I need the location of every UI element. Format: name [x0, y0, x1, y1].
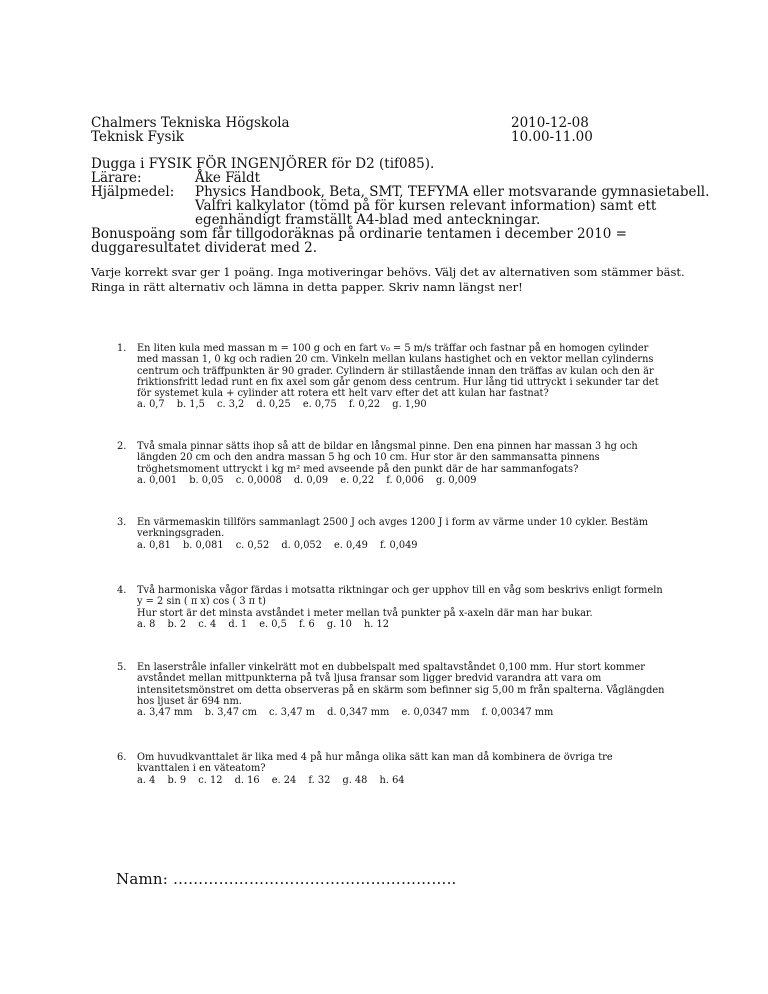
answer-option[interactable]: e. 0,75	[302, 399, 337, 411]
question-text-line: avståndet mellan mittpunkterna på två ljusa fransar som ligger bredvid varandra att vara om	[137, 673, 602, 685]
answer-option[interactable]: b. 0,081	[183, 539, 224, 551]
exam-title: Dugga i FYSIK FÖR INGENJÖRER för D2 (tif085).	[91, 156, 435, 172]
answer-option[interactable]: d. 16	[234, 774, 260, 786]
answer-option[interactable]: c. 0,0008	[235, 474, 282, 486]
answer-option[interactable]: g. 10	[326, 618, 352, 630]
question-body	[137, 752, 677, 786]
answer-options	[137, 775, 677, 786]
aids-line: Valfri kalkylator (tömd på för kursen relevant information) samt ett	[195, 198, 657, 214]
question-4	[117, 585, 677, 630]
answer-option[interactable]: h. 64	[379, 774, 405, 786]
question-text-line: Om huvudkvanttalet är lika med 4 på hur många olika sätt kan man då kombinera de övriga tre	[137, 752, 613, 763]
question-text-line: för systemet kula + cylinder att rotera ett helt varv efter det att kulan har fastnat?	[137, 388, 549, 400]
answer-options	[137, 619, 677, 630]
question-text-line: Hur stort är det minsta avståndet i meter mellan två punkter på x-axeln där man har bukar.	[137, 607, 593, 619]
question-number: 6.	[117, 752, 127, 763]
question-2	[117, 441, 677, 486]
question-1	[117, 343, 677, 411]
question-text-line: intensitetsmönstret om detta observeras på en skärm som befinner sig 5,00 m från spalterna. Våglängden	[137, 684, 665, 696]
teacher-name: Åke Fäldt	[195, 170, 261, 186]
question-text-line: längden 20 cm och den andra massan 5 hg och 10 cm. Hur stor är den sammansatta pinnens	[137, 452, 600, 464]
teacher-row	[91, 171, 711, 185]
answer-options	[137, 707, 677, 718]
instructions-line: Varje korrekt svar ger 1 poäng. Inga motiveringar behövs. Välj det av alternativen som stämmer bäst.	[91, 265, 685, 279]
teacher-label: Lärare:	[91, 170, 142, 186]
answer-option[interactable]: d. 0,09	[293, 474, 329, 486]
answer-option[interactable]: f. 0,00347 mm	[481, 707, 554, 719]
question-number: 5.	[117, 662, 127, 673]
answer-option[interactable]: c. 12	[198, 774, 223, 786]
answer-option[interactable]: a. 0,7	[137, 399, 165, 411]
answer-option[interactable]: g. 48	[342, 774, 368, 786]
answer-option[interactable]: c. 0,52	[235, 539, 270, 551]
question-text-line: med massan 1, 0 kg och radien 20 cm. Vinkeln mellan kulans hastighet och en vektor mellan cylinderns	[137, 354, 654, 366]
answer-option[interactable]: d. 0,25	[256, 399, 291, 411]
answer-option[interactable]: b. 1,5	[176, 399, 205, 411]
aids-line: Physics Handbook, Beta, SMT, TEFYMA eller motsvarande gymnasietabell.	[195, 184, 710, 200]
question-text-line: tröghetsmoment uttryckt i kg m² med avseende på den punkt där de har sammanfogats?	[137, 463, 579, 475]
bonus-line: Bonuspoäng som får tillgodoräknas på ordinarie tentamen i december 2010 =	[91, 226, 627, 242]
answer-option[interactable]: b. 3,47 cm	[204, 707, 257, 719]
header-left	[91, 116, 290, 144]
answer-option[interactable]: c. 4	[198, 618, 217, 630]
formula-line: y = 2 sin ( π x) cos ( 3 π t)	[137, 596, 266, 608]
exam-date: 2010-12-08	[511, 115, 589, 131]
program-name: Teknisk Fysik	[91, 129, 184, 145]
answer-options	[137, 540, 677, 551]
question-text-line: hos ljuset är 694 nm.	[137, 695, 242, 707]
question-body	[137, 585, 677, 630]
answer-options	[137, 399, 677, 410]
answer-option[interactable]: b. 9	[167, 774, 187, 786]
question-text-line: Två smala pinnar sätts ihop så att de bildar en långsmal pinne. Den ena pinnen har massan 3 hg och	[137, 441, 638, 452]
name-field[interactable]: Namn: ………………………………………………..	[116, 870, 457, 888]
answer-option[interactable]: e. 24	[271, 774, 297, 786]
answer-option[interactable]: f. 0,049	[379, 539, 418, 551]
answer-option[interactable]: e. 0,0347 mm	[401, 707, 470, 719]
question-body	[137, 517, 677, 551]
answer-option[interactable]: c. 3,47 m	[269, 707, 315, 719]
answer-option[interactable]: b. 2	[167, 618, 187, 630]
question-5	[117, 662, 677, 718]
answer-option[interactable]: g. 1,90	[392, 399, 427, 411]
answer-option[interactable]: a. 0,81	[137, 539, 171, 551]
question-body	[137, 441, 677, 486]
answer-option[interactable]: a. 8	[137, 618, 156, 630]
answer-option[interactable]: c. 3,2	[217, 399, 245, 411]
question-body	[137, 662, 677, 718]
bonus-line: duggaresultatet dividerat med 2.	[91, 240, 318, 256]
answer-option[interactable]: e. 0,49	[334, 539, 368, 551]
answer-options	[137, 475, 677, 486]
exam-intro	[91, 157, 711, 255]
aids-label: Hjälpmedel:	[91, 184, 175, 200]
answer-option[interactable]: f. 0,006	[386, 474, 424, 486]
question-body	[137, 343, 677, 411]
question-number: 1.	[117, 343, 127, 354]
answer-option[interactable]: d. 0,052	[281, 539, 322, 551]
question-number: 3.	[117, 517, 127, 528]
answer-option[interactable]: e. 0,5	[259, 618, 287, 630]
question-text-line: kvanttalen i en väteatom?	[137, 763, 266, 775]
aids-row	[91, 185, 711, 227]
question-text-line: En värmemaskin tillförs sammanlagt 2500 J och avges 1200 J i form av värme under 10 cykler. Bestäm	[137, 517, 649, 528]
question-text-line: friktionsfritt ledad runt en fix axel som går genom dess centrum. Hur lång tid uttryckt i sekunder tar det	[137, 376, 659, 388]
question-6	[117, 752, 677, 786]
aids-line: egenhändigt framställt A4-blad med anteckningar.	[195, 212, 541, 228]
header-right	[511, 116, 593, 144]
aids-text	[195, 185, 711, 227]
school-name: Chalmers Tekniska Högskola	[91, 115, 290, 131]
answer-option[interactable]: e. 0,22	[340, 474, 375, 486]
question-text-line: verkningsgraden.	[137, 528, 225, 540]
question-number: 2.	[117, 441, 127, 452]
answer-option[interactable]: h. 12	[363, 618, 389, 630]
answer-option[interactable]: d. 0,347 mm	[327, 707, 390, 719]
question-text-line: En liten kula med massan m = 100 g och en fart v₀ = 5 m/s träffar och fastnar på en homogen cylinder	[137, 343, 649, 354]
instructions	[91, 265, 731, 295]
answer-option[interactable]: a. 3,47 mm	[137, 707, 193, 719]
question-text-line: centrum och träffpunkten är 90 grader. Cylindern är stillastående innan den träffas av kulan och den är	[137, 365, 654, 377]
answer-option[interactable]: a. 4	[137, 774, 156, 786]
question-3	[117, 517, 677, 551]
exam-time: 10.00-11.00	[511, 129, 593, 145]
question-number: 4.	[117, 585, 127, 596]
answer-option[interactable]: f. 6	[298, 618, 315, 630]
answer-option[interactable]: f. 32	[308, 774, 331, 786]
question-text-line: En laserstråle infaller vinkelrätt mot en dubbelspalt med spaltavståndet 0,100 mm. Hur stort kommer	[137, 662, 645, 673]
answer-option[interactable]: d. 1	[228, 618, 248, 630]
answer-option[interactable]: b. 0,05	[189, 474, 224, 486]
answer-option[interactable]: a. 0,001	[137, 474, 178, 486]
answer-option[interactable]: f. 0,22	[348, 399, 381, 411]
answer-option[interactable]: g. 0,009	[435, 474, 477, 486]
question-text-line: Två harmoniska vågor färdas i motsatta riktningar och ger upphov till en våg som beskrivs enligt formeln	[137, 585, 663, 596]
instructions-line: Ringa in rätt alternativ och lämna in detta papper. Skriv namn längst ner!	[91, 280, 523, 294]
